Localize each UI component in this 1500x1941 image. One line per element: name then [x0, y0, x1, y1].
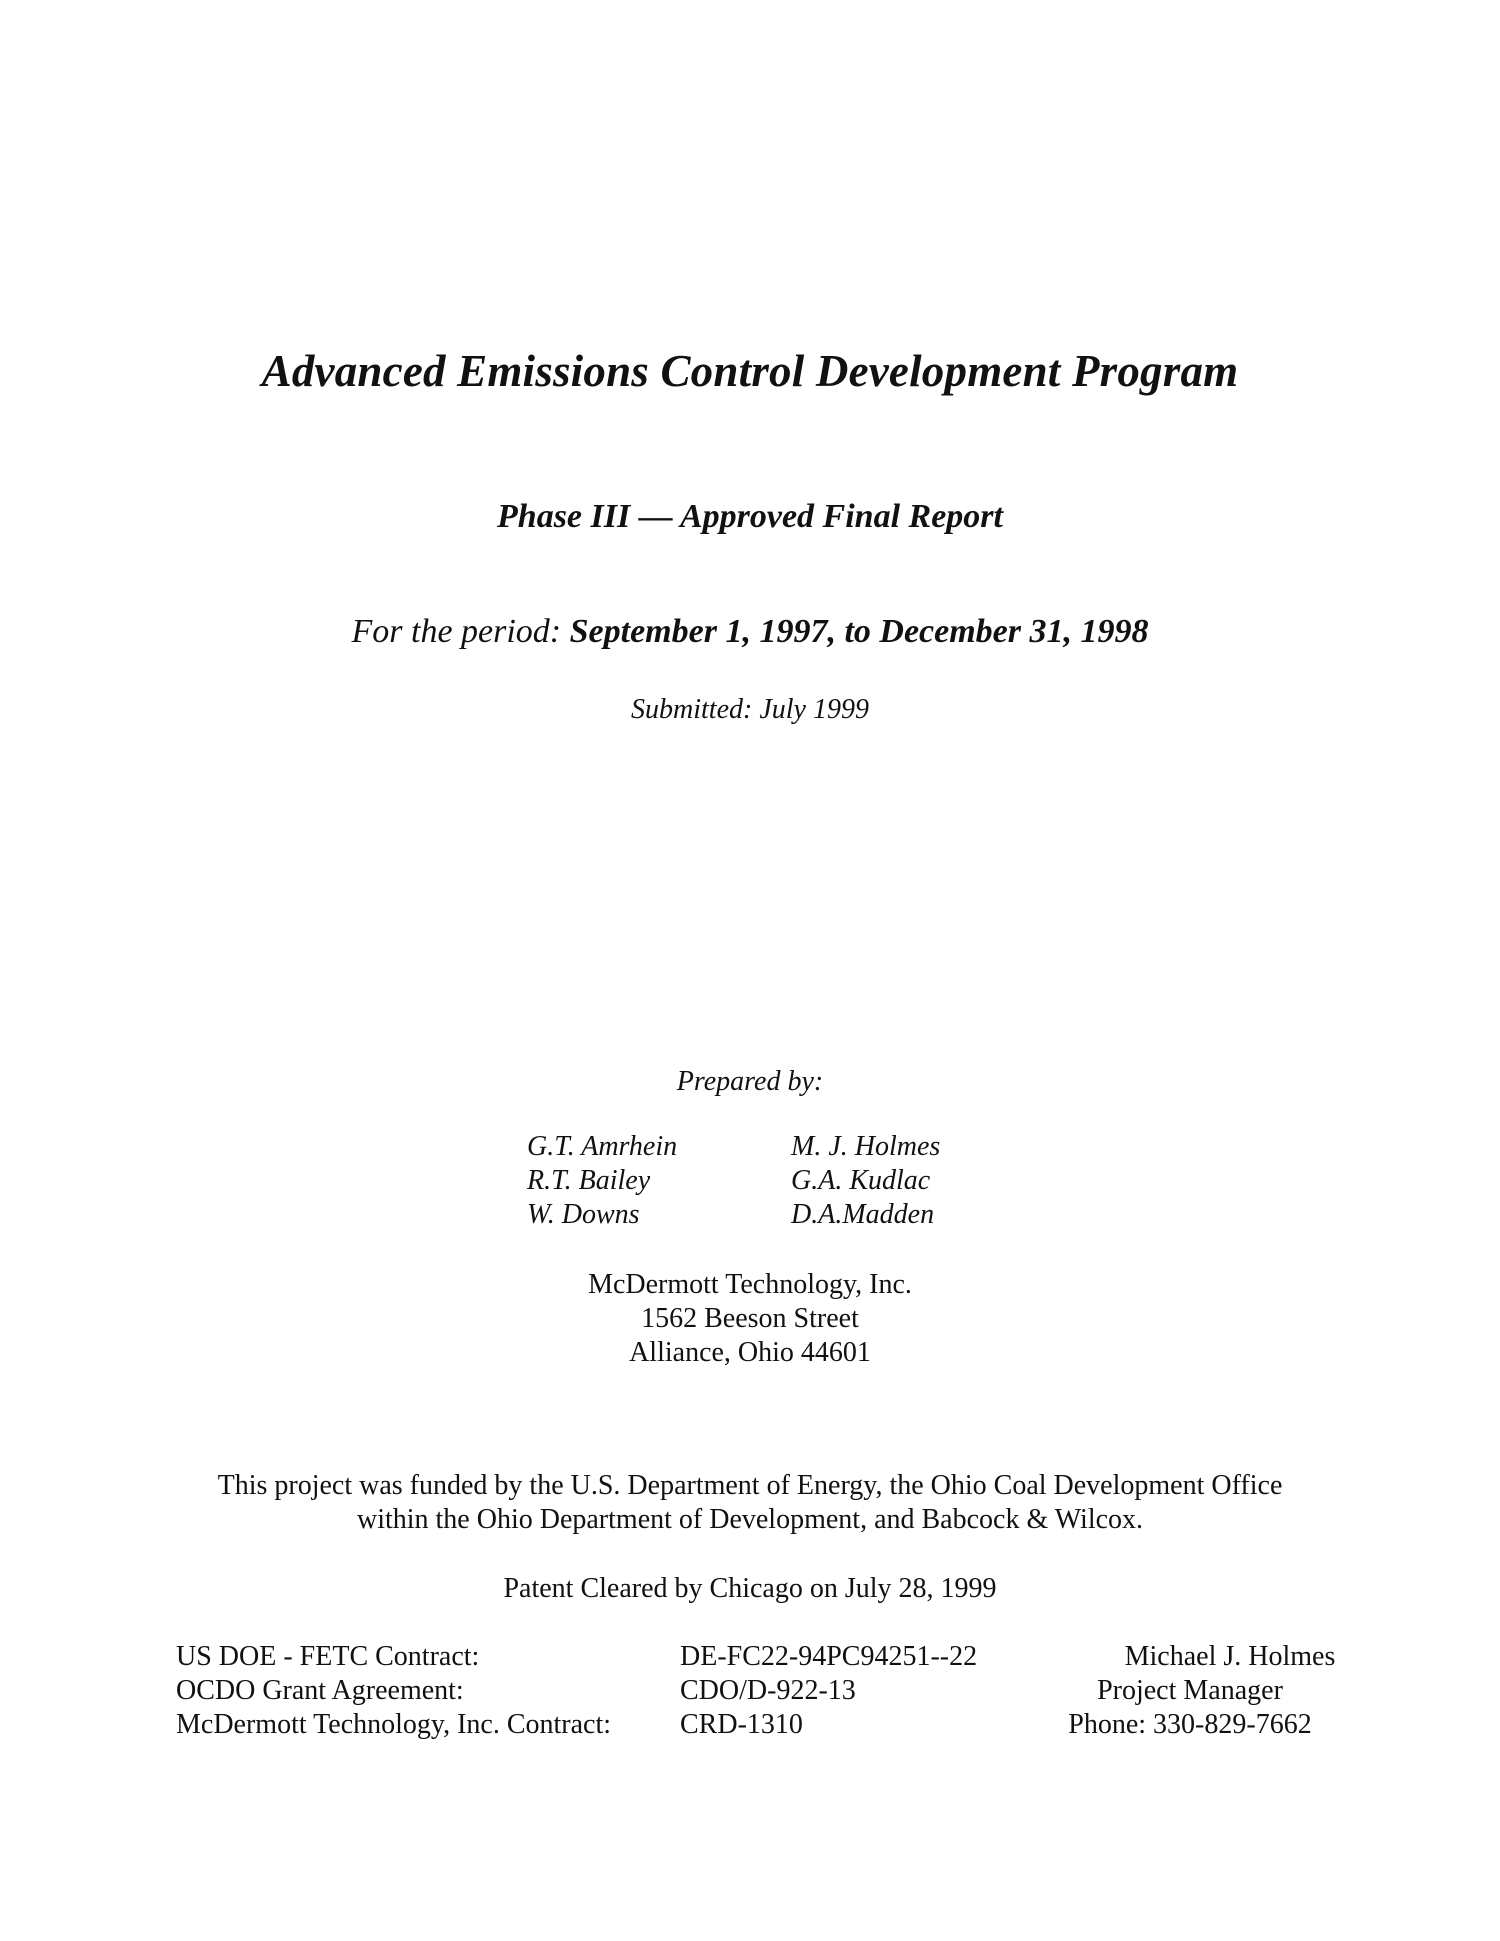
author-right-3: D.A.Madden	[791, 1199, 935, 1230]
contact-role: Project Manager	[1097, 1675, 1283, 1706]
prepared-by-label: Prepared by:	[676, 1066, 824, 1097]
contract-value-2: CDO/D-922-13	[680, 1675, 856, 1706]
document-title: Advanced Emissions Control Development Program	[261, 346, 1239, 396]
organization-city: Alliance, Ohio 44601	[629, 1337, 871, 1368]
report-period	[0, 611, 1500, 653]
author-left-2: R.T. Bailey	[527, 1165, 651, 1196]
report-subtitle: Phase III — Approved Final Report	[497, 498, 1003, 535]
contract-label-1: US DOE - FETC Contract:	[176, 1641, 480, 1672]
contact-name: Michael J. Holmes	[1124, 1641, 1336, 1672]
contract-label-3: McDermott Technology, Inc. Contract:	[176, 1709, 612, 1740]
contract-value-1: DE-FC22-94PC94251--22	[680, 1641, 978, 1672]
period-label: For the period:	[351, 613, 562, 650]
patent-clearance: Patent Cleared by Chicago on July 28, 1999	[503, 1573, 997, 1604]
organization-street: 1562 Beeson Street	[641, 1303, 859, 1334]
author-right-2: G.A. Kudlac	[791, 1165, 931, 1196]
author-left-1: G.T. Amrhein	[527, 1131, 678, 1162]
contract-value-3: CRD-1310	[680, 1709, 803, 1740]
period-dates: September 1, 1997, to December 31, 1998	[569, 613, 1149, 650]
funding-line-1: This project was funded by the U.S. Department of Energy, the Ohio Coal Development Office	[217, 1470, 1283, 1501]
organization-name: McDermott Technology, Inc.	[588, 1269, 912, 1300]
contact-phone: Phone: 330-829-7662	[1068, 1709, 1312, 1740]
funding-line-2: within the Ohio Department of Development, and Babcock & Wilcox.	[356, 1504, 1144, 1535]
author-right-1: M. J. Holmes	[791, 1131, 941, 1162]
submitted-date: Submitted: July 1999	[631, 694, 869, 725]
author-left-3: W. Downs	[527, 1199, 640, 1230]
contract-label-2: OCDO Grant Agreement:	[176, 1675, 464, 1706]
